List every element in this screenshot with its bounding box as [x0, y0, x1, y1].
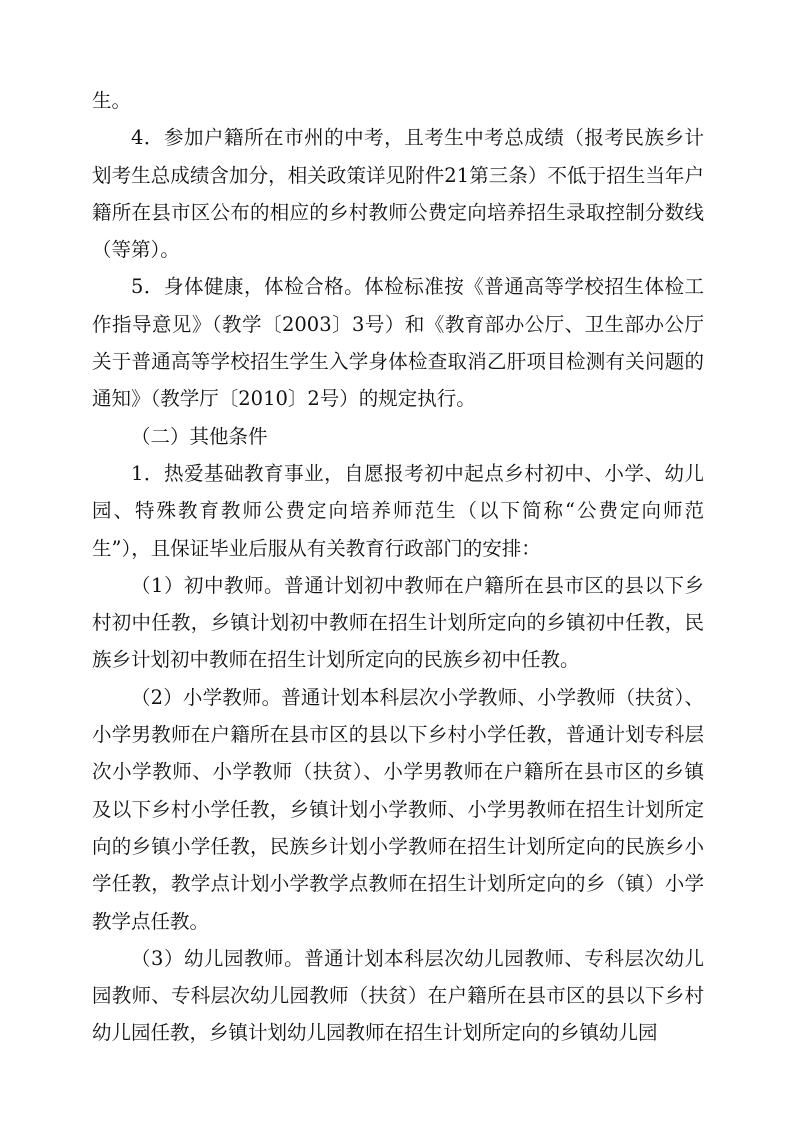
section-heading-other-conditions: （二）其他条件 [131, 424, 268, 448]
junior-teacher-paragraph: （1）初中教师。普通计划初中教师在户籍所在县市区的县以下乡村初中任教，乡镇计划初中教师在招生计划所定向的乡镇初中任教，民族乡计划初中教师在招生计划所定向的民族乡初中任教。 [92, 573, 704, 672]
primary-teacher-paragraph: （2）小学教师。普通计划本科层次小学教师、小学教师（扶贫）、小学男教师在户籍所在县市区的县以下乡村小学任教，普通计划专科层次小学教师、小学教师（扶贫）、小学男教师在户籍所在县市区的乡镇及以下乡村小学任教，乡镇计划小学教师、小学男教师在招生计划所定向的乡镇小学任教，民族乡计划小学教师在招生计划所定向的民族乡小学任教，教学点计划小学教学点教师在招生计划所定向的乡（镇）小学教学点任教。 [92, 685, 704, 933]
condition-1-paragraph: 1．热爱基础教育事业，自愿报考初中起点乡村初中、小学、幼儿园、特殊教育教师公费定向培养师范生（以下简称“公费定向师范生”），且保证毕业后服从有关教育行政部门的安排： [92, 461, 704, 560]
continuation-paragraph: 生。 [92, 89, 132, 112]
kindergarten-teacher-paragraph: （3）幼儿园教师。普通计划本科层次幼儿园教师、专科层次幼儿园教师、专科层次幼儿园教师（扶贫）在户籍所在县市区的县以下乡村幼儿园任教，乡镇计划幼儿园教师在招生计划所定向的乡镇幼儿园 [92, 946, 704, 1045]
requirement-4-paragraph: 4．参加户籍所在市州的中考，且考生中考总成绩（报考民族乡计划考生总成绩含加分，相关政策详见附件21第三条）不低于招生当年户籍所在县市区公布的相应的乡村教师公费定向培养招生录取控制分数线（等第）。 [92, 126, 704, 262]
document-body [92, 82, 704, 1052]
requirement-5-paragraph: 5．身体健康，体检合格。体检标准按《普通高等学校招生体检工作指导意见》（教学〔2003〕3号）和《教育部办公厅、卫生部办公厅关于普通高等学校招生学生入学身体检查取消乙肝项目检测有关问题的通知》（教学厅〔2010〕2号）的规定执行。 [92, 275, 704, 411]
